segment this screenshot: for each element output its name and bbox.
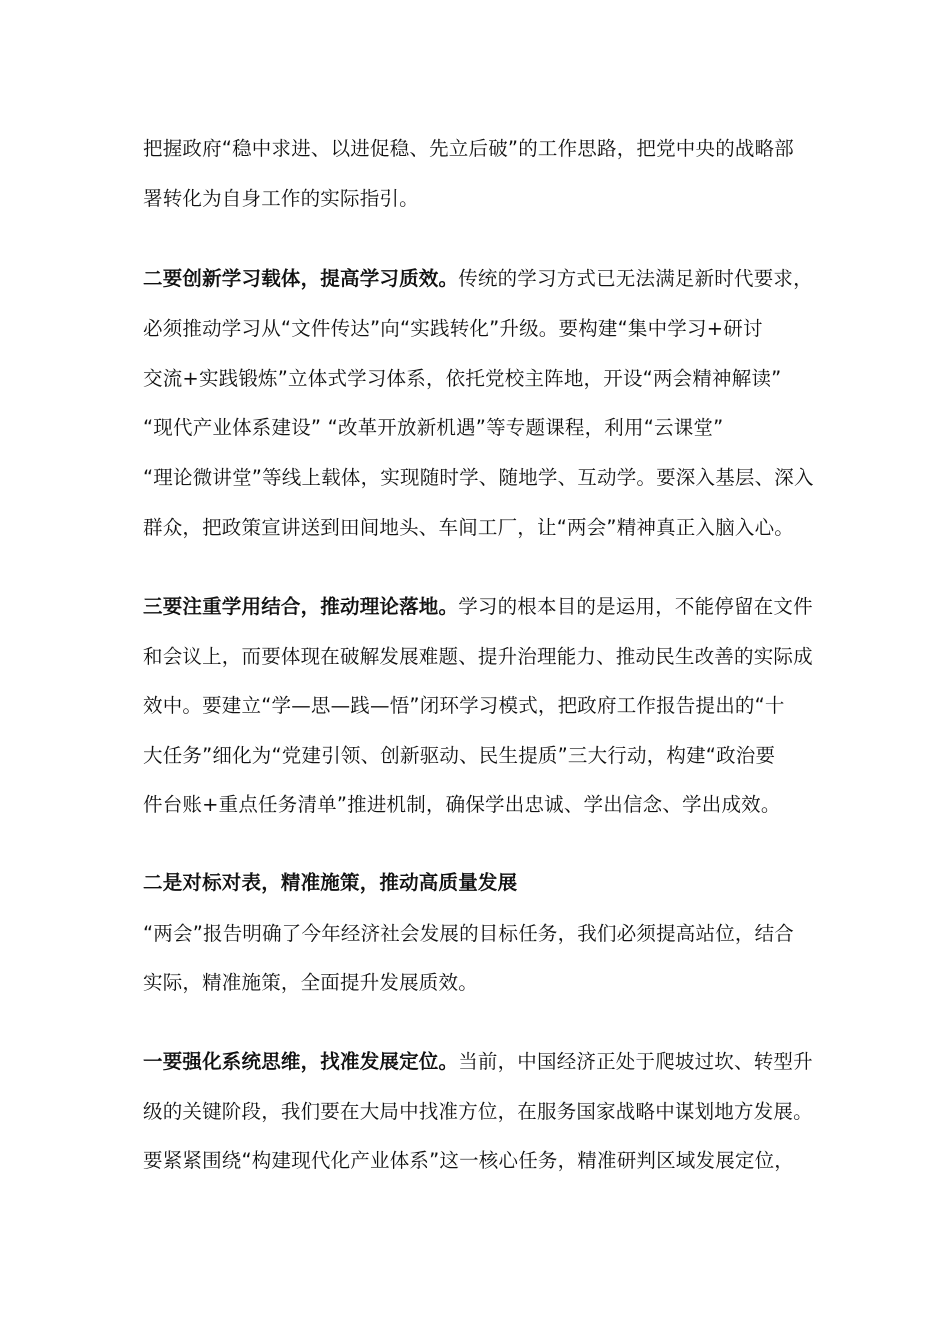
paragraph-start-line (143, 592, 813, 622)
section-heading: 二是对标对表，精准施策，推动高质量发展 (143, 871, 518, 894)
line-text: 把握政府“稳中求进、以进促稳、先立后破”的工作思路，把党中央的战略部 (143, 137, 795, 160)
text-line (143, 184, 813, 214)
text-line (143, 463, 813, 493)
line-text: 必须推动学习从“文件传达”向“实践转化”升级。要构建“集中学习+研讨 (143, 317, 763, 340)
line-text: 实际，精准施策，全面提升发展质效。 (143, 971, 478, 994)
line-text: 学习的根本目的是运用，不能停留在文件 (458, 595, 813, 618)
text-line (143, 134, 813, 164)
line-text: 当前，中国经济正处于爬坡过坎、转型升 (458, 1050, 813, 1073)
text-line (143, 919, 813, 949)
line-text: 署转化为自身工作的实际指引。 (143, 187, 419, 210)
text-line (143, 968, 813, 998)
paragraph-heading: 三要注重学用结合，推动理论落地。 (143, 595, 459, 618)
text-line (143, 513, 813, 543)
line-text: 要紧紧围绕“构建现代化产业体系”这一核心任务，精准研判区域发展定位， (143, 1149, 795, 1172)
text-line (143, 790, 813, 820)
line-text: 大任务”细化为“党建引领、创新驱动、民生提质”三大行动，构建“政治要 (143, 744, 776, 767)
paragraph-start-line (143, 1047, 813, 1077)
paragraph-heading: 一要强化系统思维，找准发展定位。 (143, 1050, 459, 1073)
line-text: 件台账+重点任务清单”推进机制，确保学出忠诚、学出信念、学出成效。 (143, 793, 781, 816)
text-line (143, 364, 813, 394)
section-heading-line (143, 868, 813, 898)
line-text: “理论微讲堂”等线上载体，实现随时学、随地学、互动学。要深入基层、深入 (143, 466, 814, 489)
line-text: 传统的学习方式已无法满足新时代要求， (458, 267, 813, 290)
line-text: 级的关键阶段，我们要在大局中找准方位，在服务国家战略中谋划地方发展。 (143, 1100, 813, 1123)
paragraph-start-line (143, 264, 813, 294)
text-line (143, 691, 813, 721)
line-text: 交流+实践锻炼”立体式学习体系，依托党校主阵地，开设“两会精神解读” (143, 367, 782, 390)
line-text: 效中。要建立“学—思—践—悟”闭环学习模式，把政府工作报告提出的“十 (143, 694, 785, 717)
line-text: “两会”报告明确了今年经济社会发展的目标任务，我们必须提高站位，结合 (143, 922, 795, 945)
line-text: 群众，把政策宣讲送到田间地头、车间工厂，让“两会”精神真正入脑入心。 (143, 516, 795, 539)
paragraph-heading: 二要创新学习载体，提高学习质效。 (143, 267, 459, 290)
text-line (143, 1097, 813, 1127)
text-line (143, 413, 813, 443)
line-text: 和会议上，而要体现在破解发展难题、提升治理能力、推动民生改善的实际成 (143, 645, 813, 668)
text-line (143, 741, 813, 771)
text-line (143, 642, 813, 672)
text-line (143, 314, 813, 344)
text-line (143, 1146, 813, 1176)
line-text: “现代产业体系建设” “改革开放新机遇”等专题课程，利用“云课堂” (143, 416, 724, 439)
